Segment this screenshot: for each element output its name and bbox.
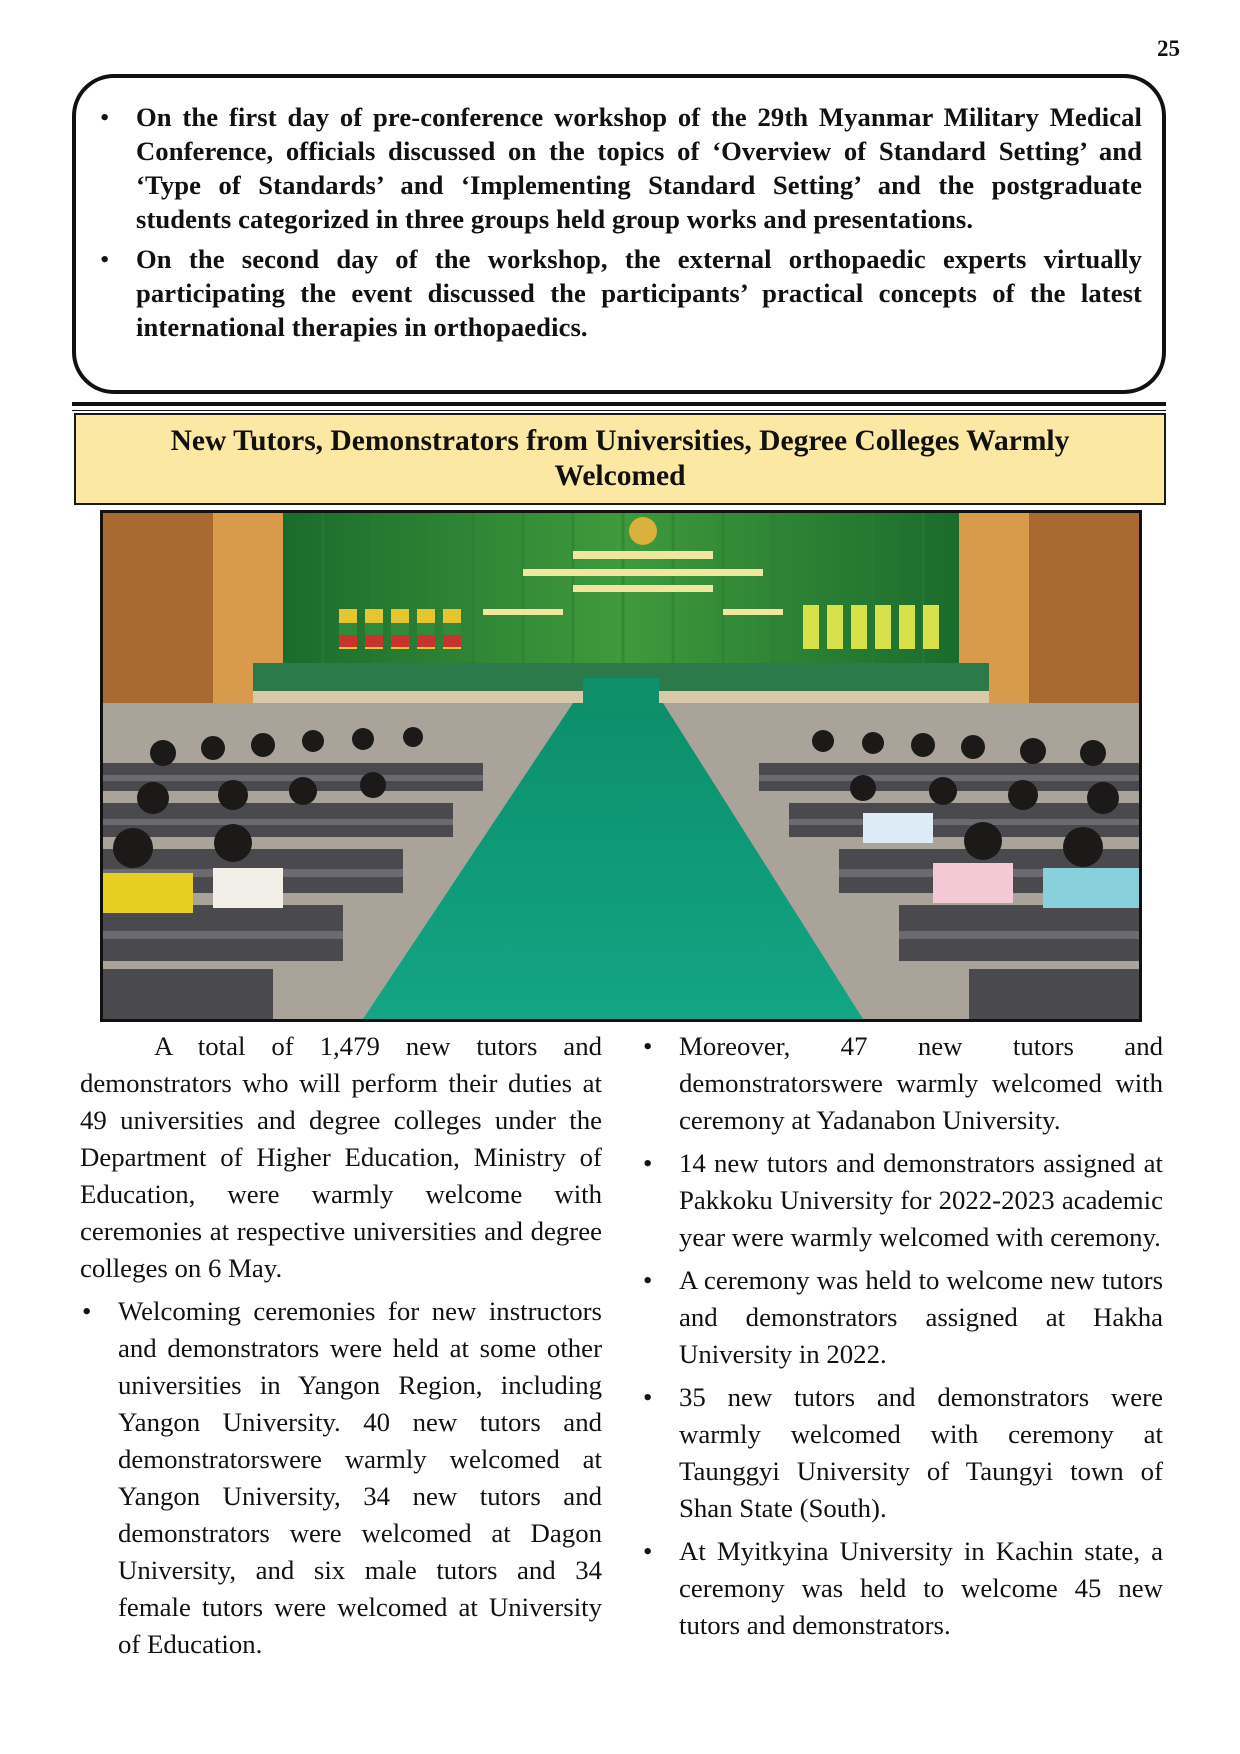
list-item: • At Myitkyina University in Kachin state, a ceremony was held to welcome 45 new tutors and demonstrators. xyxy=(641,1533,1163,1644)
left-column xyxy=(80,1028,602,1669)
ceremony-hall-photo xyxy=(100,510,1142,1022)
section-divider-thin xyxy=(72,410,1166,411)
summary-bullet: • On the second day of the workshop, the external orthopaedic experts virtually participating the event discussed the participants’ practical concepts of the latest international therapies in orthopaedics. xyxy=(98,242,1142,344)
list-item: • Welcoming ceremonies for new instructors and demonstrators were held at some other universities in Yangon Region, including Yangon University. 40 new tutors and demonstratorswere warmly welcomed at Yangon University, 34 new tutors and demonstrators were welcomed at Dagon University, and six male tutors and 34 female tutors were welcomed at University of Education. xyxy=(80,1293,602,1663)
left-bullet-list xyxy=(80,1293,602,1663)
list-item: • 35 new tutors and demonstrators were warmly welcomed with ceremony at Taunggyi University of Taungyi town of Shan State (South). xyxy=(641,1379,1163,1527)
right-column xyxy=(641,1028,1163,1650)
right-bullet-list xyxy=(641,1028,1163,1644)
list-item: • 14 new tutors and demonstrators assigned at Pakkoku University for 2022-2023 academic year were warmly welcomed with ceremony. xyxy=(641,1145,1163,1256)
summary-bullet-list xyxy=(98,100,1142,350)
list-item: • Moreover, 47 new tutors and demonstratorswere warmly welcomed with ceremony at Yadanabon University. xyxy=(641,1028,1163,1139)
summary-bullet: • On the first day of pre-conference workshop of the 29th Myanmar Military Medical Conference, officials discussed on the topics of ‘Overview of Standard Setting’ and ‘Type of Standards’ and ‘Implementing Standard Setting’ and the postgraduate students categorized in three groups held group works and presentations. xyxy=(98,100,1142,236)
article-headline: New Tutors, Demonstrators from Universities, Degree Colleges Warmly Welcomed xyxy=(170,425,1070,492)
page-number: 25 xyxy=(1157,36,1180,61)
section-divider-thick xyxy=(72,402,1166,406)
article-headline-box xyxy=(74,413,1166,505)
summary-box xyxy=(72,74,1166,394)
intro-paragraph: A total of 1,479 new tutors and demonstrators who will perform their duties at 49 universities and degree colleges under the Department of Higher Education, Ministry of Education, were warmly welcome with ceremonies at respective universities and degree colleges on 6 May. xyxy=(80,1031,602,1283)
list-item: • A ceremony was held to welcome new tutors and demonstrators assigned at Hakha University in 2022. xyxy=(641,1262,1163,1373)
